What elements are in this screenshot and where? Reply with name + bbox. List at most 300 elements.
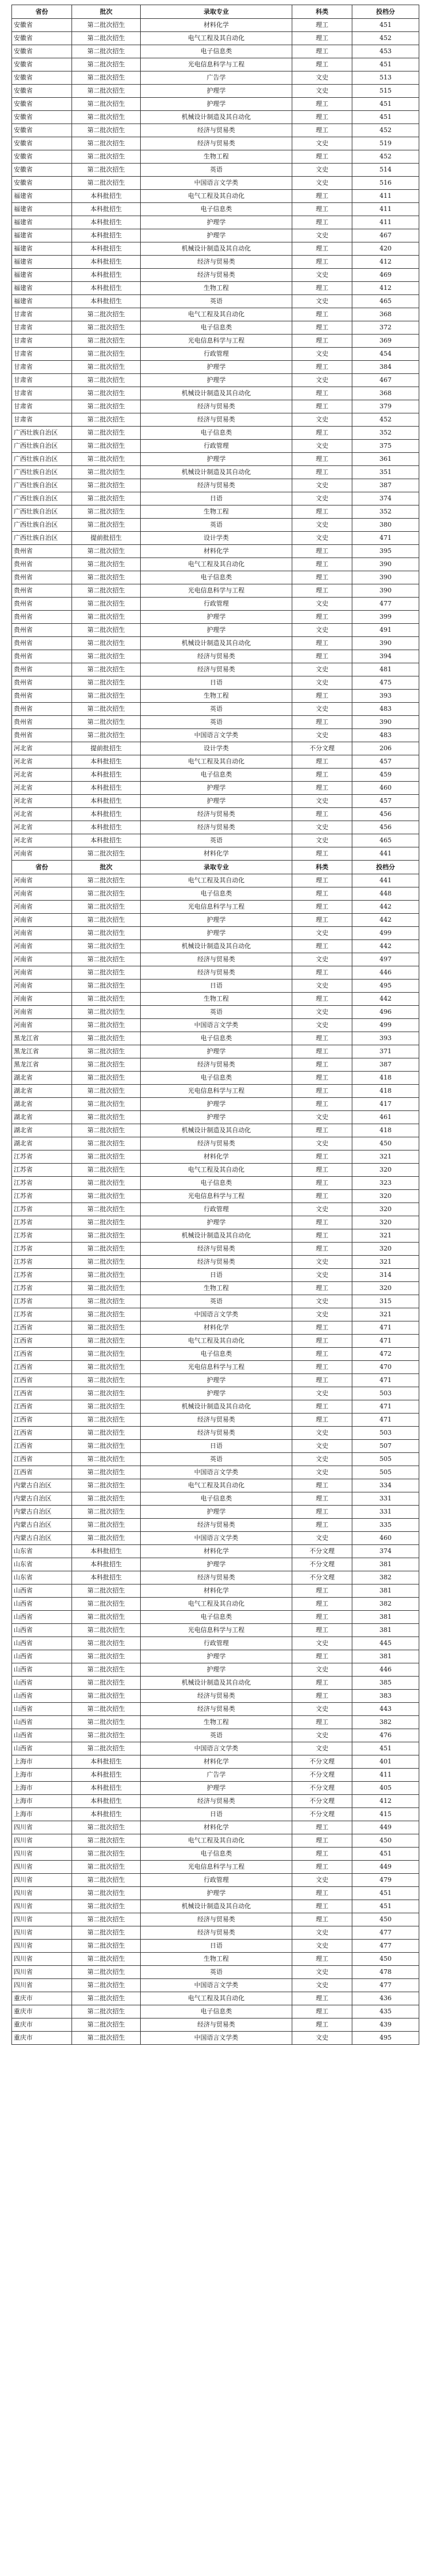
table-row [12,1861,419,1874]
score-cell: 387 [352,1058,419,1072]
major-cell: 经济与贸易类 [141,1137,292,1150]
province-cell: 河南省 [12,1006,72,1019]
score-cell: 465 [352,295,419,308]
table-row [12,85,419,98]
table-row [12,1966,419,1979]
score-cell: 495 [352,2032,419,2045]
table-row [12,1848,419,1861]
category-cell: 文史 [292,440,352,453]
major-cell: 英语 [141,1295,292,1308]
score-cell: 446 [352,966,419,980]
table-row [12,1532,419,1545]
score-cell: 334 [352,1479,419,1492]
category-cell: 理工 [292,190,352,203]
province-cell: 山西省 [12,1637,72,1650]
major-cell: 材料化学 [141,545,292,558]
table-row [12,1269,419,1282]
major-cell: 中国语言文学类 [141,2032,292,2045]
score-cell: 471 [352,1374,419,1387]
category-cell: 理工 [292,1164,352,1177]
category-cell: 理工 [292,1598,352,1611]
province-cell: 江苏省 [12,1190,72,1203]
category-cell: 文史 [292,1729,352,1742]
category-cell: 文史 [292,1387,352,1400]
batch-cell: 第二批次招生 [72,505,141,519]
category-cell: 理工 [292,1414,352,1427]
score-cell: 451 [352,1900,419,1913]
batch-cell: 第二批次招生 [72,427,141,440]
category-cell: 理工 [292,1690,352,1703]
province-cell: 江西省 [12,1321,72,1335]
batch-cell: 第二批次招生 [72,993,141,1006]
major-cell: 机械设计制造及其自动化 [141,1229,292,1243]
score-cell: 369 [352,335,419,348]
province-cell: 贵州省 [12,584,72,598]
province-cell: 江西省 [12,1400,72,1414]
table-row [12,650,419,663]
major-cell: 经济与贸易类 [141,256,292,269]
score-cell: 505 [352,1453,419,1466]
province-cell: 江西省 [12,1387,72,1400]
batch-cell: 第二批次招生 [72,953,141,966]
category-cell: 理工 [292,1913,352,1926]
category-cell: 文史 [292,1137,352,1150]
table-row [12,993,419,1006]
major-cell: 电子信息类 [141,1611,292,1624]
table-row [12,927,419,940]
major-cell: 机械设计制造及其自动化 [141,1124,292,1137]
table-row [12,45,419,58]
score-cell: 471 [352,1414,419,1427]
province-cell: 河南省 [12,1019,72,1032]
batch-cell: 第二批次招生 [72,321,141,335]
table-row [12,1979,419,1992]
category-cell: 文史 [292,795,352,808]
province-cell: 江西省 [12,1361,72,1374]
category-cell: 理工 [292,203,352,216]
score-cell: 467 [352,374,419,387]
table-row [12,203,419,216]
table-row [12,769,419,782]
score-cell: 412 [352,256,419,269]
batch-cell: 第二批次招生 [72,571,141,584]
category-cell: 理工 [292,216,352,229]
category-cell: 文史 [292,1466,352,1479]
batch-cell: 提前批招生 [72,532,141,545]
province-cell: 广西壮族自治区 [12,505,72,519]
category-cell: 文史 [292,663,352,676]
major-cell: 经济与贸易类 [141,269,292,282]
category-cell: 不分文理 [292,1808,352,1821]
score-cell: 477 [352,1940,419,1953]
table-row [12,1887,419,1900]
table-row [12,479,419,492]
category-cell: 理工 [292,1492,352,1506]
province-cell: 福建省 [12,203,72,216]
batch-cell: 第二批次招生 [72,1926,141,1940]
category-cell: 理工 [292,505,352,519]
category-cell: 理工 [292,242,352,256]
column-header: 省份 [12,861,72,874]
category-cell: 理工 [292,1650,352,1663]
batch-cell: 第二批次招生 [72,1677,141,1690]
province-cell: 广西壮族自治区 [12,519,72,532]
category-cell: 理工 [292,335,352,348]
score-cell: 420 [352,242,419,256]
score-cell: 478 [352,1966,419,1979]
major-cell: 生物工程 [141,1282,292,1295]
table-row [12,1782,419,1795]
table-row [12,269,419,282]
province-cell: 安徽省 [12,58,72,71]
category-cell: 文史 [292,348,352,361]
category-cell: 理工 [292,1861,352,1874]
batch-cell: 第二批次招生 [72,1006,141,1019]
major-cell: 经济与贸易类 [141,1926,292,1940]
province-cell: 河北省 [12,795,72,808]
province-cell: 江苏省 [12,1216,72,1229]
province-cell: 黑龙江省 [12,1032,72,1045]
category-cell: 文史 [292,1742,352,1755]
score-cell: 465 [352,834,419,847]
category-cell: 文史 [292,927,352,940]
table-row [12,940,419,953]
major-cell: 中国语言文学类 [141,1979,292,1992]
province-cell: 甘肃省 [12,413,72,427]
batch-cell: 第二批次招生 [72,1137,141,1150]
batch-cell: 本科批招生 [72,795,141,808]
category-cell: 文史 [292,269,352,282]
province-cell: 福建省 [12,295,72,308]
batch-cell: 第二批次招生 [72,1124,141,1137]
province-cell: 江苏省 [12,1203,72,1216]
table-row [12,98,419,111]
province-cell: 内蒙古自治区 [12,1532,72,1545]
batch-cell: 第二批次招生 [72,1940,141,1953]
table-row [12,966,419,980]
major-cell: 经济与贸易类 [141,2018,292,2032]
major-cell: 电子信息类 [141,427,292,440]
major-cell: 电子信息类 [141,203,292,216]
batch-cell: 本科批招生 [72,1558,141,1571]
category-cell: 理工 [292,1992,352,2005]
category-cell: 理工 [292,19,352,32]
category-cell: 文史 [292,1453,352,1466]
score-cell: 451 [352,111,419,124]
category-cell: 文史 [292,164,352,177]
major-cell: 电气工程及其自动化 [141,32,292,45]
province-cell: 江西省 [12,1414,72,1427]
table-row [12,440,419,453]
major-cell: 电气工程及其自动化 [141,1164,292,1177]
province-cell: 广西壮族自治区 [12,532,72,545]
major-cell: 经济与贸易类 [141,1690,292,1703]
major-cell: 英语 [141,295,292,308]
score-cell: 320 [352,1190,419,1203]
province-cell: 河南省 [12,980,72,993]
major-cell: 英语 [141,1966,292,1979]
category-cell: 文史 [292,624,352,637]
major-cell: 生物工程 [141,150,292,164]
major-cell: 中国语言文学类 [141,1742,292,1755]
province-cell: 江西省 [12,1453,72,1466]
score-cell: 499 [352,927,419,940]
category-cell: 文史 [292,1203,352,1216]
category-cell: 文史 [292,953,352,966]
table-row [12,1650,419,1663]
category-cell: 文史 [292,532,352,545]
batch-cell: 第二批次招生 [72,361,141,374]
category-cell: 理工 [292,32,352,45]
table-row [12,242,419,256]
table-row [12,374,419,387]
major-cell: 电子信息类 [141,1177,292,1190]
table-row [12,282,419,295]
category-cell: 理工 [292,558,352,571]
score-cell: 495 [352,980,419,993]
category-cell: 理工 [292,901,352,914]
batch-cell: 第二批次招生 [72,1532,141,1545]
category-cell: 理工 [292,637,352,650]
category-cell: 理工 [292,1821,352,1834]
score-cell: 411 [352,1769,419,1782]
table-row [12,427,419,440]
province-cell: 贵州省 [12,571,72,584]
major-cell: 电子信息类 [141,1848,292,1861]
score-cell: 451 [352,1848,419,1861]
category-cell: 不分文理 [292,742,352,755]
batch-cell: 第二批次招生 [72,1150,141,1164]
province-cell: 山西省 [12,1584,72,1598]
category-cell: 理工 [292,1374,352,1387]
category-cell: 理工 [292,150,352,164]
batch-cell: 第二批次招生 [72,1177,141,1190]
major-cell: 生物工程 [141,282,292,295]
province-cell: 甘肃省 [12,387,72,400]
province-cell: 安徽省 [12,164,72,177]
table-row [12,532,419,545]
major-cell: 日语 [141,1269,292,1282]
major-cell: 护理学 [141,361,292,374]
table-row [12,1506,419,1519]
batch-cell: 第二批次招生 [72,71,141,85]
category-cell: 理工 [292,427,352,440]
province-cell: 四川省 [12,1874,72,1887]
major-cell: 生物工程 [141,505,292,519]
category-cell: 理工 [292,256,352,269]
province-cell: 河南省 [12,966,72,980]
score-cell: 450 [352,1834,419,1848]
score-cell: 503 [352,1427,419,1440]
score-cell: 394 [352,650,419,663]
batch-cell: 第二批次招生 [72,1045,141,1058]
major-cell: 英语 [141,716,292,729]
score-cell: 379 [352,400,419,413]
score-cell: 417 [352,1098,419,1111]
batch-cell: 第二批次招生 [72,690,141,703]
score-cell: 442 [352,901,419,914]
category-cell: 理工 [292,2018,352,2032]
table-row [12,1571,419,1584]
province-cell: 贵州省 [12,624,72,637]
category-cell: 理工 [292,874,352,887]
major-cell: 经济与贸易类 [141,821,292,834]
score-cell: 352 [352,427,419,440]
batch-cell: 第二批次招生 [72,413,141,427]
column-header: 批次 [72,861,141,874]
batch-cell: 第二批次招生 [72,1716,141,1729]
province-cell: 甘肃省 [12,321,72,335]
province-cell: 江苏省 [12,1243,72,1256]
province-cell: 四川省 [12,1861,72,1874]
province-cell: 广西壮族自治区 [12,479,72,492]
batch-cell: 第二批次招生 [72,1032,141,1045]
table-row [12,19,419,32]
batch-cell: 本科批招生 [72,282,141,295]
score-cell: 446 [352,1663,419,1677]
major-cell: 电气工程及其自动化 [141,1479,292,1492]
table-row [12,1479,419,1492]
province-cell: 四川省 [12,1953,72,1966]
table-row [12,1953,419,1966]
score-cell: 451 [352,58,419,71]
major-cell: 行政管理 [141,440,292,453]
major-cell: 电子信息类 [141,1072,292,1085]
major-cell: 行政管理 [141,1203,292,1216]
table-row [12,1058,419,1072]
category-cell: 文史 [292,834,352,847]
province-cell: 安徽省 [12,45,72,58]
category-cell: 文史 [292,2032,352,2045]
batch-cell: 第二批次招生 [72,1164,141,1177]
table-row [12,1690,419,1703]
table-row [12,1584,419,1598]
table-row [12,1414,419,1427]
major-cell: 经济与贸易类 [141,137,292,150]
score-cell: 412 [352,282,419,295]
table-row [12,624,419,637]
score-cell: 351 [352,466,419,479]
province-cell: 四川省 [12,1834,72,1848]
score-cell: 471 [352,1335,419,1348]
major-cell: 英语 [141,164,292,177]
score-cell: 513 [352,71,419,85]
batch-cell: 第二批次招生 [72,1992,141,2005]
score-cell: 505 [352,1466,419,1479]
table-row [12,729,419,742]
province-cell: 山东省 [12,1558,72,1571]
category-cell: 理工 [292,1045,352,1058]
province-cell: 安徽省 [12,98,72,111]
batch-cell: 第二批次招生 [72,1650,141,1663]
batch-cell: 第二批次招生 [72,308,141,321]
category-cell: 不分文理 [292,1571,352,1584]
category-cell: 理工 [292,1400,352,1414]
batch-cell: 第二批次招生 [72,1400,141,1414]
batch-cell: 第二批次招生 [72,611,141,624]
table-row [12,663,419,676]
score-cell: 451 [352,98,419,111]
category-cell: 理工 [292,1584,352,1598]
province-cell: 四川省 [12,1821,72,1834]
table-row [12,1321,419,1335]
province-cell: 福建省 [12,216,72,229]
score-cell: 442 [352,993,419,1006]
column-header: 录取专业 [141,5,292,19]
category-cell: 理工 [292,887,352,901]
score-cell: 320 [352,1216,419,1229]
category-cell: 理工 [292,1848,352,1861]
major-cell: 电气工程及其自动化 [141,755,292,769]
score-cell: 331 [352,1506,419,1519]
table-row [12,2005,419,2018]
table-row [12,466,419,479]
table-row [12,1335,419,1348]
category-cell: 理工 [292,847,352,861]
province-cell: 江苏省 [12,1164,72,1177]
batch-cell: 第二批次招生 [72,19,141,32]
category-cell: 理工 [292,940,352,953]
category-cell: 文史 [292,1440,352,1453]
category-cell: 理工 [292,1190,352,1203]
table-row [12,519,419,532]
batch-cell: 第二批次招生 [72,847,141,861]
major-cell: 光电信息科学与工程 [141,1361,292,1374]
major-cell: 电子信息类 [141,1348,292,1361]
category-cell: 文史 [292,1006,352,1019]
batch-cell: 第二批次招生 [72,584,141,598]
table-row [12,676,419,690]
province-cell: 江苏省 [12,1269,72,1282]
score-cell: 418 [352,1072,419,1085]
category-cell: 理工 [292,584,352,598]
major-cell: 护理学 [141,1887,292,1900]
batch-cell: 第二批次招生 [72,1085,141,1098]
table-row [12,492,419,505]
score-cell: 443 [352,1703,419,1716]
score-cell: 371 [352,1045,419,1058]
score-cell: 445 [352,1637,419,1650]
score-cell: 382 [352,1716,419,1729]
score-cell: 470 [352,1361,419,1374]
province-cell: 山西省 [12,1742,72,1755]
batch-cell: 第二批次招生 [72,927,141,940]
province-cell: 安徽省 [12,124,72,137]
major-cell: 电气工程及其自动化 [141,874,292,887]
province-cell: 安徽省 [12,177,72,190]
batch-cell: 第二批次招生 [72,519,141,532]
column-header: 省份 [12,5,72,19]
score-cell: 321 [352,1150,419,1164]
table-row [12,611,419,624]
province-cell: 安徽省 [12,85,72,98]
major-cell: 机械设计制造及其自动化 [141,1900,292,1913]
batch-cell: 第二批次招生 [72,85,141,98]
category-cell: 理工 [292,1072,352,1085]
table-row [12,1677,419,1690]
category-cell: 理工 [292,808,352,821]
category-cell: 理工 [292,966,352,980]
province-cell: 河南省 [12,914,72,927]
score-cell: 418 [352,1085,419,1098]
province-cell: 甘肃省 [12,308,72,321]
batch-cell: 本科批招生 [72,821,141,834]
province-cell: 山西省 [12,1716,72,1729]
batch-cell: 第二批次招生 [72,453,141,466]
table-row [12,295,419,308]
table-row [12,1663,419,1677]
category-cell: 不分文理 [292,1558,352,1571]
